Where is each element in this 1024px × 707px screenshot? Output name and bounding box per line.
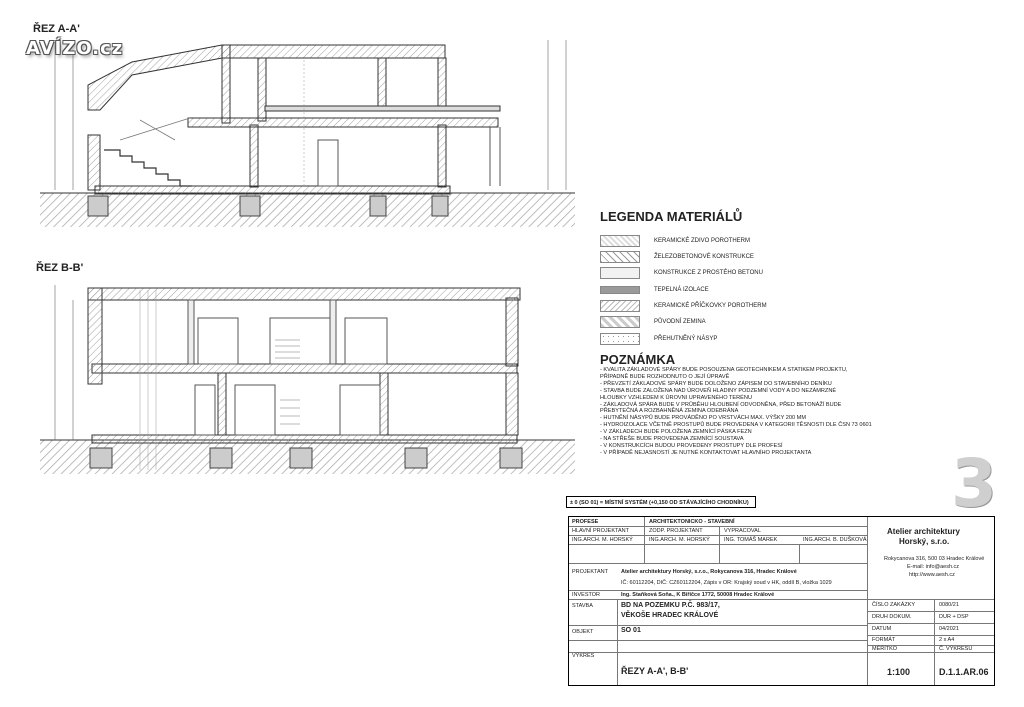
vypracoval-label: VYPRACOVAL — [724, 528, 761, 534]
projektant-label: PROJEKTANT — [572, 569, 608, 575]
section-a-title: ŘEZ A-A' — [33, 23, 80, 35]
note-title: POZNÁMKA — [600, 352, 676, 367]
druh-value: DUR + DSP — [939, 614, 969, 620]
ground-hatch-a — [40, 193, 575, 227]
section-b-drawing — [40, 285, 575, 474]
investor-value: Ing. Staňková Soňa., K Biřičce 1772, 50008 Hradec Králové — [621, 592, 775, 598]
cislo-label: ČÍSLO ZAKÁZKY — [872, 602, 916, 608]
note-line: - HYDROIZOLACE VČETNĚ PROSTUPŮ BUDE PROVEDENA V KATEGORII TĚSNOSTI DLE ČSN 73 0601 — [600, 422, 872, 429]
firm-email: E-mail: info@aesh.cz — [907, 564, 960, 570]
meritko-value: 1:100 — [887, 667, 911, 677]
vypracoval-value-1: ING. TOMÁŠ MAREK — [724, 537, 778, 543]
druh-label: DRUH DOKUM. — [872, 614, 912, 620]
note-line: PŘEBYTEČNÁ A ROZBAHNĚNÁ ZEMINA ODEBRÁNA — [600, 408, 739, 415]
legend-swatch-insulation — [600, 286, 640, 294]
section-b-title: ŘEZ B-B' — [36, 262, 84, 274]
legend-item: KERAMICKÉ PŘÍČKOVKY POROTHERM — [600, 299, 767, 312]
legend-swatch-fill — [600, 333, 640, 345]
legend-item: TEPELNÁ IZOLACE — [600, 283, 709, 296]
objekt-value: SO 01 — [621, 627, 641, 634]
cvykresu-label: Č. VÝKRESU — [939, 646, 973, 652]
note-line: - V ZÁKLADECH BUDE POLOŽENA ZEMNÍCÍ PÁSKA FEZN — [600, 429, 752, 436]
note-list — [600, 367, 900, 457]
note-line: - HUTNĚNÍ NÁSYPŮ BUDE PROVÁDĚNO PO VRSTVÁCH MAX. VÝŠKY 200 MM — [600, 415, 806, 422]
datum-label: DATUM — [872, 626, 892, 632]
legend-item: KONSTRUKCE Z PROSTÉHO BETONU — [600, 266, 763, 279]
vypracoval-value-2: ING.ARCH. B. DUŠKOVÁ — [803, 537, 867, 543]
profese-value: ARCHITEKTONICKO - STAVEBNÍ — [649, 519, 735, 525]
legend-swatch-tile — [600, 235, 640, 247]
hlavni-label: HLAVNÍ PROJEKTANT — [572, 528, 629, 534]
stavba-value-1: BD NA POZEMKU P.Č. 983/17, — [621, 602, 720, 609]
vykres-label: VÝKRES — [572, 653, 595, 659]
sheet-number: 3 — [951, 445, 997, 522]
legend-item: PŘEHUTNĚNÝ NÁSYP — [600, 332, 717, 345]
note-line: - STAVBA BUDE ZALOŽENA NAD ÚROVEŇ HLADINY PODZEMNÍ VODY A DO NEZÁMRZNÉ — [600, 387, 837, 394]
stavba-label: STAVBA — [572, 603, 593, 609]
note-line: - V PŘÍPADĚ NEJASNOSTÍ JE NUTNÉ KONTAKTOVAT HLAVNÍHO PROJEKTANTA — [600, 449, 812, 456]
legend-swatch-partition — [600, 300, 640, 312]
projektant-ic: IČ: 60112204, DIČ: CZ60112204, Zápis v OR: Krajský soud v HK, oddíl B, vložka 1029 — [621, 580, 832, 586]
note-line: - PŘEVZETÍ ZÁKLADOVÉ SPÁRY BUDE DOLOŽENO ZÁPISEM DO STAVEBNÍHO DENÍKU — [600, 380, 832, 387]
note-line: - V KONSTRUKCÍCH BUDOU PROVEDENY PROSTUPY DLE PROFESÍ — [600, 442, 783, 449]
objekt-label: OBJEKT — [572, 629, 594, 635]
legend-item: KERAMICKÉ ZDIVO POROTHERM — [600, 234, 750, 247]
datum-value: 04/2021 — [939, 626, 959, 632]
firm-name-2: Horský, s.r.o. — [899, 537, 950, 546]
profese-label: PROFESE — [572, 519, 599, 525]
legend-title: LEGENDA MATERIÁLŮ — [600, 209, 743, 224]
legend-swatch-soil — [600, 316, 640, 328]
legend-swatch-concrete — [600, 267, 640, 279]
title-block — [568, 516, 995, 686]
projektant-value: Atelier architektury Horský, s.r.o., Rokycanova 316, Hradec Králové — [621, 569, 797, 575]
note-line: HLOUBKY VZHLEDEM K ÚROVNI UPRAVENÉHO TERÉNU — [600, 394, 752, 401]
format-value: 2 x A4 — [939, 637, 955, 643]
legend-item: PŮVODNÍ ZEMINA — [600, 315, 706, 328]
note-line: - ZÁKLADOVÁ SPÁRA BUDE V PRŮBĚHU HLOUBENÍ ODVODNĚNA, PŘED BETONÁŽÍ BUDE — [600, 401, 842, 408]
note-line: - KVALITA ZÁKLADOVÉ SPÁRY BUDE POSOUZENA GEOTECHNIKEM A STATIKEM PROJEKTU, — [600, 367, 848, 373]
investor-label: INVESTOR — [572, 592, 601, 598]
meritko-label: MĚŘÍTKO — [872, 646, 898, 652]
note-line: PŘÍPADNĚ BUDE ROZHODNUTO O JEJÍ ÚPRAVĚ — [600, 373, 730, 380]
firm-web: http://www.aesh.cz — [909, 572, 955, 578]
zodp-value: ING.ARCH. M. HORSKÝ — [649, 537, 710, 543]
zodp-label: ZODP. PROJEKTANT — [649, 528, 703, 534]
cvykresu-value: D.1.1.AR.06 — [939, 667, 989, 677]
section-a-drawing — [40, 40, 575, 227]
legend-swatch-rc — [600, 251, 640, 263]
cislo-value: 0080/21 — [939, 602, 959, 608]
firm-address: Rokycanova 316, 500 03 Hradec Králové — [884, 556, 985, 562]
logo-suffix: .cz — [92, 38, 124, 59]
avizo-logo: AVÍZO.cz — [26, 38, 124, 59]
system-note: ± 0 (SO 01) = MÍSTNÍ SYSTÉM (+0,150 OD STÁVAJÍCÍHO CHODNÍKU) — [566, 496, 756, 508]
firm-name: Atelier architektury — [887, 527, 960, 536]
note-line: - NA STŘEŠE BUDE PROVEDENA ZEMNÍCÍ SOUSTAVA — [600, 436, 744, 443]
stavba-value-2: VĚKOŠE HRADEC KRÁLOVÉ — [621, 612, 719, 619]
legend-item: ŽELEZOBETONOVÉ KONSTRUKCE — [600, 250, 754, 263]
vykres-value: ŘEZY A-A', B-B' — [621, 666, 689, 676]
format-label: FORMÁT — [872, 637, 896, 643]
hlavni-value: ING.ARCH. M. HORSKÝ — [572, 537, 633, 543]
